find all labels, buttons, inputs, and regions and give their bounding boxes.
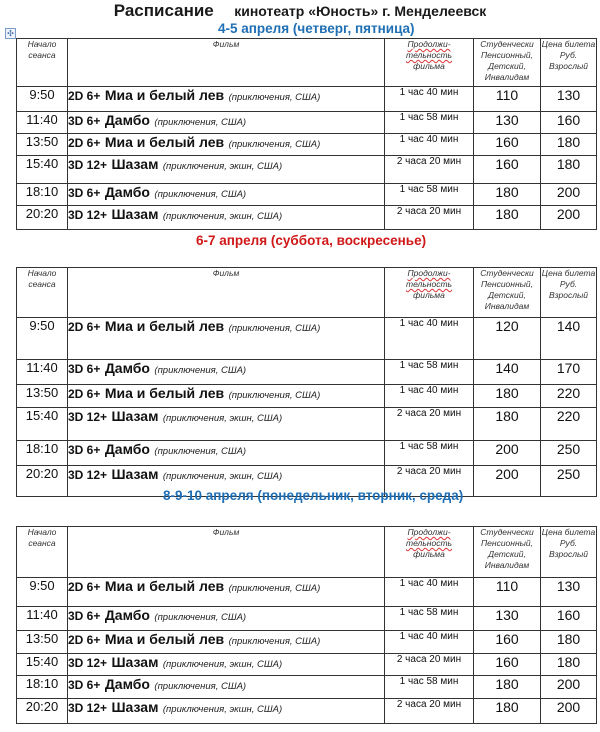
film-cell: [68, 360, 385, 385]
film-genre: (приключения, США): [154, 365, 247, 376]
student-price: 180: [474, 699, 541, 724]
adult-price: 180: [541, 654, 597, 676]
student-price: 160: [474, 631, 541, 654]
adult-price: 200: [541, 184, 597, 206]
session-time: 9:50: [17, 87, 68, 112]
table-header-row: [17, 527, 597, 578]
session-time: 9:50: [17, 578, 68, 607]
film-title: Шазам: [111, 408, 159, 424]
header-duration: [385, 527, 474, 578]
adult-price: 140: [541, 318, 597, 360]
session-time: 11:40: [17, 607, 68, 631]
adult-price: 250: [541, 466, 597, 497]
film-title: Дамбо: [104, 607, 150, 623]
header-film: Фильм: [68, 39, 385, 87]
student-price: 110: [474, 578, 541, 607]
header-film: Фильм: [68, 268, 385, 318]
film-duration: 1 час 58 мин: [385, 607, 474, 631]
table-row: [17, 631, 597, 654]
film-format: 2D 6+: [68, 580, 101, 594]
header-duration-line1: Продолжи-: [407, 527, 451, 537]
adult-price: 180: [541, 156, 597, 184]
table-row: [17, 441, 597, 466]
session-time: 11:40: [17, 360, 68, 385]
header-student-price: Студенчески Пенсионный, Детский, Инвалидам: [474, 39, 541, 87]
title-main: Расписание: [113, 1, 214, 20]
day-heading: 8-9-10 апреля (понедельник, вторник, среда): [163, 488, 464, 503]
film-title: Дамбо: [104, 184, 150, 200]
table-row: [17, 385, 597, 408]
film-duration: 2 часа 20 мин: [385, 654, 474, 676]
film-format: 3D 6+: [68, 609, 101, 623]
header-adult-price: Цена билета Руб. Взрослый: [541, 39, 597, 87]
adult-price: 200: [541, 206, 597, 230]
table-row: [17, 112, 597, 134]
film-format: 3D 6+: [68, 186, 101, 200]
table-row: [17, 360, 597, 385]
film-format: 3D 6+: [68, 114, 101, 128]
film-genre: (приключения, экшн, США): [162, 471, 283, 482]
table-row: [17, 318, 597, 360]
film-format: 3D 12+: [68, 208, 108, 222]
film-title: Миа и белый лев: [104, 318, 225, 334]
film-genre: (приключения, США): [154, 446, 247, 457]
header-film: Фильм: [68, 527, 385, 578]
student-price: 110: [474, 87, 541, 112]
film-format: 3D 12+: [68, 410, 108, 424]
film-title: Шазам: [111, 699, 159, 715]
film-genre: (приключения, США): [228, 583, 321, 594]
film-duration: 2 часа 20 мин: [385, 206, 474, 230]
student-price: 160: [474, 654, 541, 676]
film-genre: (приключения, США): [228, 636, 321, 647]
film-cell: [68, 676, 385, 699]
adult-price: 130: [541, 87, 597, 112]
film-genre: (приключения, экшн, США): [162, 161, 283, 172]
session-time: 15:40: [17, 156, 68, 184]
film-title: Дамбо: [104, 112, 150, 128]
session-time: 15:40: [17, 408, 68, 441]
film-format: 3D 12+: [68, 656, 108, 670]
table-row: [17, 578, 597, 607]
session-time: 11:40: [17, 112, 68, 134]
session-time: 9:50: [17, 318, 68, 360]
header-start-time: Начало сеанса: [17, 268, 68, 318]
table-row: [17, 206, 597, 230]
table-move-handle-icon[interactable]: ✣: [5, 28, 16, 39]
table-row: [17, 156, 597, 184]
header-student-price: Студенчески Пенсионный, Детский, Инвалидам: [474, 527, 541, 578]
film-cell: [68, 87, 385, 112]
film-cell: [68, 631, 385, 654]
day-heading: 4-5 апреля (четверг, пятница): [218, 21, 415, 36]
film-duration: 1 час 40 мин: [385, 631, 474, 654]
adult-price: 160: [541, 112, 597, 134]
student-price: 200: [474, 441, 541, 466]
film-format: 3D 12+: [68, 468, 108, 482]
session-time: 13:50: [17, 385, 68, 408]
film-title: Шазам: [111, 466, 159, 482]
film-title: Миа и белый лев: [104, 87, 225, 103]
adult-price: 220: [541, 385, 597, 408]
film-duration: 1 час 40 мин: [385, 134, 474, 156]
film-title: Миа и белый лев: [104, 631, 225, 647]
film-title: Дамбо: [104, 676, 150, 692]
header-adult-price: Цена билета Руб. Взрослый: [541, 527, 597, 578]
session-time: 18:10: [17, 676, 68, 699]
film-format: 2D 6+: [68, 136, 101, 150]
header-adult-price: Цена билета Руб. Взрослый: [541, 268, 597, 318]
film-cell: [68, 134, 385, 156]
session-time: 13:50: [17, 134, 68, 156]
header-duration-line3: фильма: [413, 549, 445, 559]
session-time: 20:20: [17, 206, 68, 230]
table-row: [17, 699, 597, 724]
adult-price: 200: [541, 676, 597, 699]
header-start-time: Начало сеанса: [17, 527, 68, 578]
film-genre: (приключения, США): [228, 92, 321, 103]
session-time: 15:40: [17, 654, 68, 676]
film-genre: (приключения, США): [228, 390, 321, 401]
film-duration: 1 час 40 мин: [385, 318, 474, 360]
film-genre: (приключения, США): [228, 323, 321, 334]
film-cell: [68, 184, 385, 206]
header-duration-line2: тельность: [406, 279, 452, 289]
day-heading: 6-7 апреля (суббота, воскресенье): [196, 233, 427, 248]
student-price: 160: [474, 134, 541, 156]
film-genre: (приключения, экшн, США): [162, 211, 283, 222]
header-duration-line1: Продолжи-: [407, 39, 451, 49]
film-cell: [68, 654, 385, 676]
film-duration: 2 часа 20 мин: [385, 156, 474, 184]
film-genre: (приключения, США): [228, 139, 321, 150]
session-time: 18:10: [17, 184, 68, 206]
header-student-price: Студенчески Пенсионный, Детский, Инвалидам: [474, 268, 541, 318]
film-cell: [68, 206, 385, 230]
film-cell: [68, 408, 385, 441]
film-title: Миа и белый лев: [104, 578, 225, 594]
film-cell: [68, 441, 385, 466]
film-duration: 2 часа 20 мин: [385, 466, 474, 497]
student-price: 180: [474, 385, 541, 408]
table-row: [17, 184, 597, 206]
film-format: 2D 6+: [68, 387, 101, 401]
session-time: 20:20: [17, 466, 68, 497]
film-genre: (приключения, США): [154, 612, 247, 623]
schedule-table: [16, 526, 597, 724]
film-title: Миа и белый лев: [104, 385, 225, 401]
film-genre: (приключения, США): [154, 117, 247, 128]
film-cell: [68, 578, 385, 607]
film-title: Дамбо: [104, 441, 150, 457]
table-row: [17, 134, 597, 156]
adult-price: 220: [541, 408, 597, 441]
header-duration-line2: тельность: [406, 50, 452, 60]
session-time: 18:10: [17, 441, 68, 466]
film-cell: [68, 112, 385, 134]
film-title: Миа и белый лев: [104, 134, 225, 150]
film-genre: (приключения, США): [154, 189, 247, 200]
student-price: 130: [474, 112, 541, 134]
film-cell: [68, 607, 385, 631]
film-duration: 1 час 58 мин: [385, 184, 474, 206]
student-price: 130: [474, 607, 541, 631]
film-duration: 2 часа 20 мин: [385, 699, 474, 724]
film-format: 3D 6+: [68, 443, 101, 457]
table-row: [17, 654, 597, 676]
film-duration: 2 часа 20 мин: [385, 408, 474, 441]
table-row: [17, 87, 597, 112]
header-duration-line3: фильма: [413, 61, 445, 71]
film-genre: (приключения, США): [154, 681, 247, 692]
adult-price: 180: [541, 631, 597, 654]
header-duration-line2: тельность: [406, 538, 452, 548]
film-format: 2D 6+: [68, 89, 101, 103]
adult-price: 160: [541, 607, 597, 631]
film-duration: 1 час 58 мин: [385, 676, 474, 699]
table-row: [17, 607, 597, 631]
film-duration: 1 час 40 мин: [385, 385, 474, 408]
adult-price: 200: [541, 699, 597, 724]
film-title: Шазам: [111, 654, 159, 670]
adult-price: 170: [541, 360, 597, 385]
student-price: 200: [474, 466, 541, 497]
schedule-table: [16, 267, 597, 497]
film-cell: [68, 385, 385, 408]
student-price: 180: [474, 676, 541, 699]
film-genre: (приключения, экшн, США): [162, 413, 283, 424]
student-price: 160: [474, 156, 541, 184]
film-cell: [68, 699, 385, 724]
film-genre: (приключения, экшн, США): [162, 659, 283, 670]
document-title: [0, 1, 600, 21]
header-duration: [385, 268, 474, 318]
header-duration: [385, 39, 474, 87]
header-duration-line1: Продолжи-: [407, 268, 451, 278]
student-price: 120: [474, 318, 541, 360]
student-price: 180: [474, 408, 541, 441]
student-price: 180: [474, 206, 541, 230]
film-genre: (приключения, экшн, США): [162, 704, 283, 715]
schedule-table: [16, 38, 597, 230]
film-format: 3D 12+: [68, 701, 108, 715]
film-format: 3D 12+: [68, 158, 108, 172]
film-duration: 1 час 58 мин: [385, 441, 474, 466]
adult-price: 250: [541, 441, 597, 466]
film-cell: [68, 156, 385, 184]
session-time: 13:50: [17, 631, 68, 654]
table-row: [17, 676, 597, 699]
table-header-row: [17, 39, 597, 87]
table-row: [17, 408, 597, 441]
film-format: 2D 6+: [68, 320, 101, 334]
film-format: 3D 6+: [68, 678, 101, 692]
header-duration-line3: фильма: [413, 290, 445, 300]
film-duration: 1 час 58 мин: [385, 360, 474, 385]
film-title: Дамбо: [104, 360, 150, 376]
table-header-row: [17, 268, 597, 318]
film-title: Шазам: [111, 156, 159, 172]
film-duration: 1 час 58 мин: [385, 112, 474, 134]
film-duration: 1 час 40 мин: [385, 87, 474, 112]
student-price: 140: [474, 360, 541, 385]
header-start-time: Начало сеанса: [17, 39, 68, 87]
film-cell: [68, 318, 385, 360]
film-title: Шазам: [111, 206, 159, 222]
adult-price: 180: [541, 134, 597, 156]
adult-price: 130: [541, 578, 597, 607]
film-format: 3D 6+: [68, 362, 101, 376]
title-cinema: кинотеатр «Юность» г. Менделеевск: [234, 3, 487, 19]
session-time: 20:20: [17, 699, 68, 724]
film-duration: 1 час 40 мин: [385, 578, 474, 607]
film-format: 2D 6+: [68, 633, 101, 647]
student-price: 180: [474, 184, 541, 206]
